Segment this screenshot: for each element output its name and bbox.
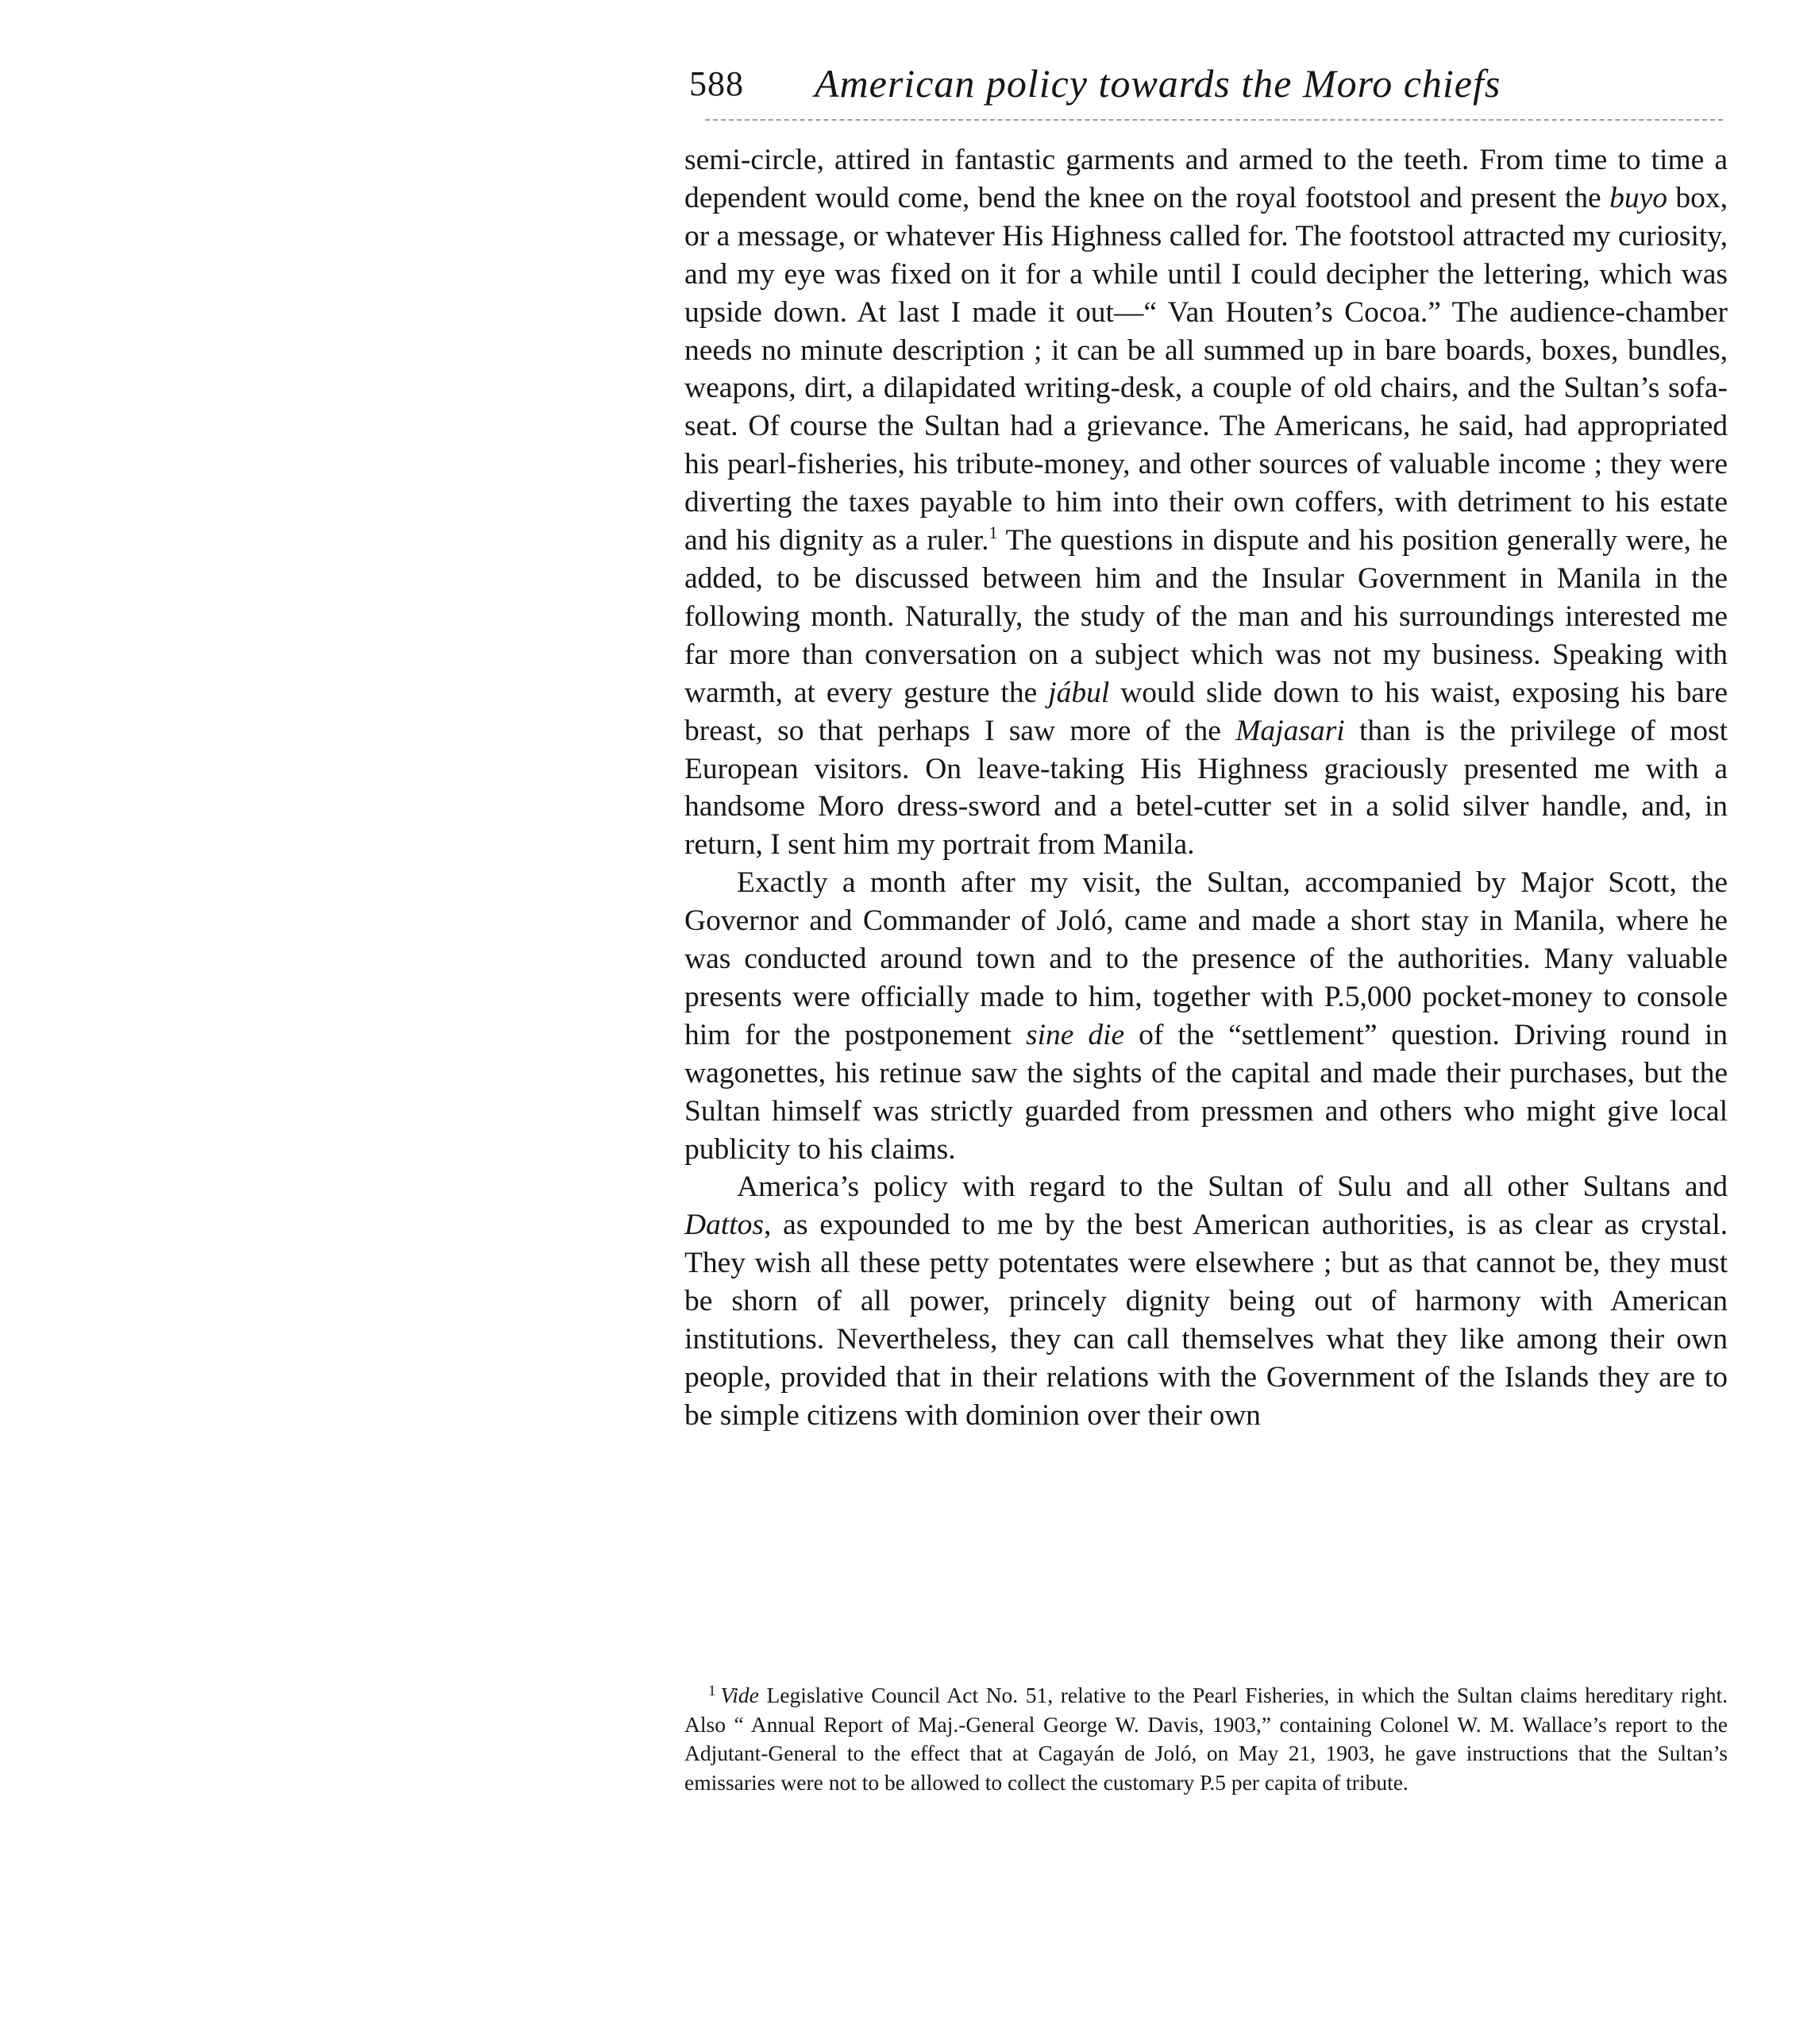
footnote [684, 1677, 1728, 1797]
body-text [684, 141, 1728, 1435]
text-run: America’s policy with regard to the Sultan of Sulu and all other Sultans and [737, 1170, 1728, 1204]
running-title: American policy towards the Moro chiefs [815, 61, 1501, 106]
text-run: Exactly a month after my visit, the Sultan, accompanied by Major Scott, the Governor and Commander of Joló, came and made a short stay in Manila, where he was conducted around town and to the presence of the authorities. Many valuable presents were officially made to him, together with P.5,000 pocket-money to console him for the postponement [684, 866, 1728, 1051]
text-run: box, or a message, or whatever His Highness called for. The footstool attracted my curiosity, and my eye was fixed on it for a while until I could decipher the lettering, which was upside down. At last I made it out—“ Van Houten’s Cocoa.” The audience-chamber needs no minute description ; it can be all summed up in bare boards, boxes, bundles, weapons, dirt, a dilapidated writing-desk, a couple of old chairs, and the Sultan’s sofa-seat. Of course the Sultan had a grievance. The Americans, he said, had appropriated his pearl-fisheries, his tribute-money, and other sources of valuable income ; they were diverting the taxes payable to him into their own coffers, with detriment to his estate and his dignity as a ruler. [684, 181, 1728, 557]
text-run: would slide down to his waist, exposing his bare breast, so that perhaps I saw more of the [684, 676, 1728, 747]
text-run: The questions in dispute and his position generally were, he added, to be discussed between him and the Insular Government in Manila in the following month. Naturally, the study of the man and his surroundings interested me far more than conversation on a subject which was not my business. Speaking with warmth, at every gesture the [684, 524, 1728, 709]
footnotes [684, 1677, 1728, 1797]
text-run: than is the privilege of most European visitors. On leave-taking His Highness graciously presented me with a handsome Moro dress-sword and a betel-cutter set in a solid silver handle, and, in return, I sent him my portrait from Manila. [684, 714, 1728, 862]
paragraph [684, 1168, 1728, 1434]
italic-text: buyo [1609, 181, 1667, 214]
text-run: semi-circle, attired in fantastic garments and armed to the teeth. From time to time a dependent would come, bend the knee on the royal footstool and present the [684, 144, 1728, 214]
footnote-marker: 1 [708, 1683, 716, 1699]
italic-text: Majasari [1235, 714, 1345, 747]
italic-text: Dattos [684, 1209, 765, 1242]
footnote-reference: 1 [989, 523, 998, 543]
paragraph [684, 141, 1728, 864]
header-rule [705, 119, 1723, 121]
text-run: Legislative Council Act No. 51, relative to the Pearl Fisheries, in which the Sultan claims hereditary right. Also “ Annual Report of Maj.-General George W. Davis, 1903,” containing Colonel W. M. Wallace’s report to the Adjutant-General to the effect that at Cagayán de Joló, on May 21, 1903, he gave instructions that the Sultan’s emissaries were not to be allowed to collect the customary P.5 per capita of tribute. [684, 1683, 1728, 1795]
italic-text: sine die [1026, 1018, 1125, 1051]
page-number: 588 [689, 64, 744, 103]
italic-text: Vide [720, 1683, 759, 1707]
text-run: , as expounded to me by the best American authorities, is as clear as crystal. They wish all these petty potentates were elsewhere ; but as that cannot be, they must be shorn of all power, princely dignity being out of harmony with American institutions. Nevertheless, they can call themselves what they like among their own people, provided that in their relations with the Government of the Islands they are to be simple citizens with dominion over their own [684, 1209, 1728, 1432]
italic-text: jábul [1048, 676, 1110, 709]
page-header [689, 57, 1729, 113]
text-run: of the “settlement” question. Driving round in wagonettes, his retinue saw the sights of the capital and made their purchases, but the Sultan himself was strictly guarded from pressmen and others who might give local publicity to his claims. [684, 1018, 1728, 1166]
paragraph [684, 864, 1728, 1168]
